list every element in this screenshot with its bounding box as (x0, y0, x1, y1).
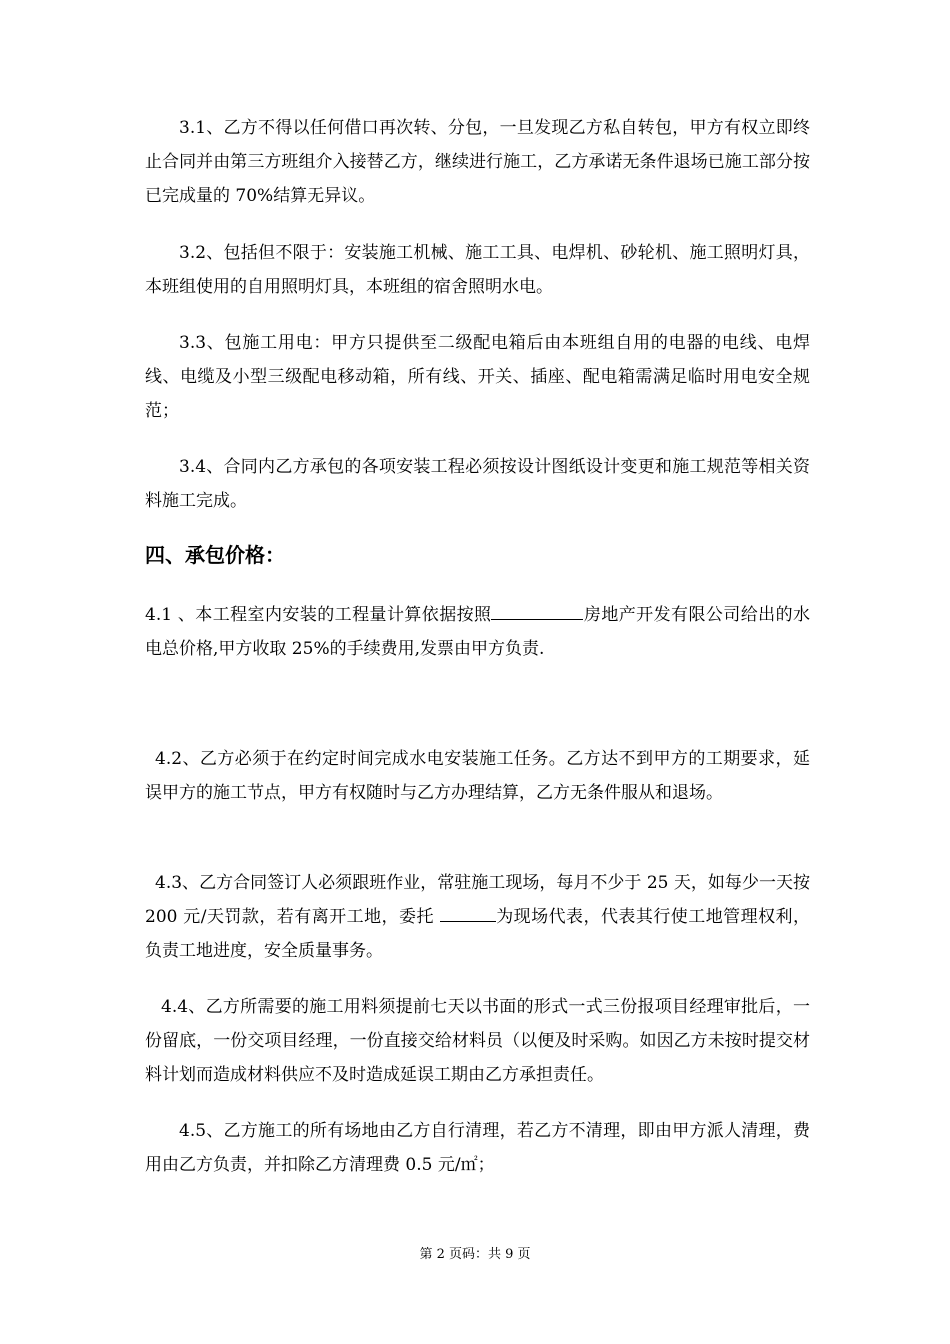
clause-4-4: 4.4、乙方所需要的施工用料须提前七天以书面的形式一式三份报项目经理审批后，一份留底，一份交项目经理，一份直接交给材料员（以便及时采购。如因乙方未按时提交材料计划而造成材料供应不及时造成延误工期由乙方承担责任。 (145, 997, 810, 1085)
clause-4-1-text-end: 房地产开发有限公司给出的水电总价格,甲方收取 25%的手续费用,发票由甲方负责. (145, 605, 810, 659)
blank-line-developer (491, 602, 583, 620)
clause-4-3-text-start: 4.3、乙方合同签订人必须跟班作业，常驻施工现场，每月不少于 25 天，如每少一天按 200 元/天罚款，若有离开工地，委托 (145, 873, 810, 927)
clause-3-2: 3.2、包括但不限于：安装施工机械、施工工具、电焊机、砂轮机、施工照明灯具，本班组使用的自用照明灯具，本班组的宿舍照明水电。 (145, 243, 810, 297)
blank-line-representative (440, 904, 496, 922)
clause-3-1: 3.1、乙方不得以任何借口再次转、分包，一旦发现乙方私自转包，甲方有权立即终止合同并由第三方班组介入接替乙方，继续进行施工，乙方承诺无条件退场已施工部分按已完成量的 70%结算无异议。 (145, 118, 810, 206)
clause-4-1-text-start: 4.1 、本工程室内安装的工程量计算依据按照 (145, 605, 492, 625)
clause-3-4: 3.4、合同内乙方承包的各项安装工程必须按设计图纸设计变更和施工规范等相关资料施工完成。 (145, 457, 810, 511)
page-footer: 第 2 页码：共 9 页 (419, 1247, 531, 1262)
clause-4-5: 4.5、乙方施工的所有场地由乙方自行清理，若乙方不清理，即由甲方派人清理，费用由乙方负责，并扣除乙方清理费 0.5 元/㎡； (145, 1121, 810, 1175)
clause-4-3-text-end: 为现场代表，代表其行使工地管理权利，负责工地进度，安全质量事务。 (145, 907, 811, 961)
clause-4-1 (145, 598, 810, 666)
clause-4-3 (145, 866, 810, 968)
clause-3-3: 3.3、包施工用电：甲方只提供至二级配电箱后由本班组自用的电器的电线、电焊线、电缆及小型三级配电移动箱，所有线、开关、插座、配电箱需满足临时用电安全规范； (145, 333, 810, 421)
clause-4-2: 4.2、乙方必须于在约定时间完成水电安装施工任务。乙方达不到甲方的工期要求，延误甲方的施工节点，甲方有权随时与乙方办理结算，乙方无条件服从和退场。 (145, 749, 810, 803)
section-4-heading: 四、承包价格： (145, 543, 285, 567)
